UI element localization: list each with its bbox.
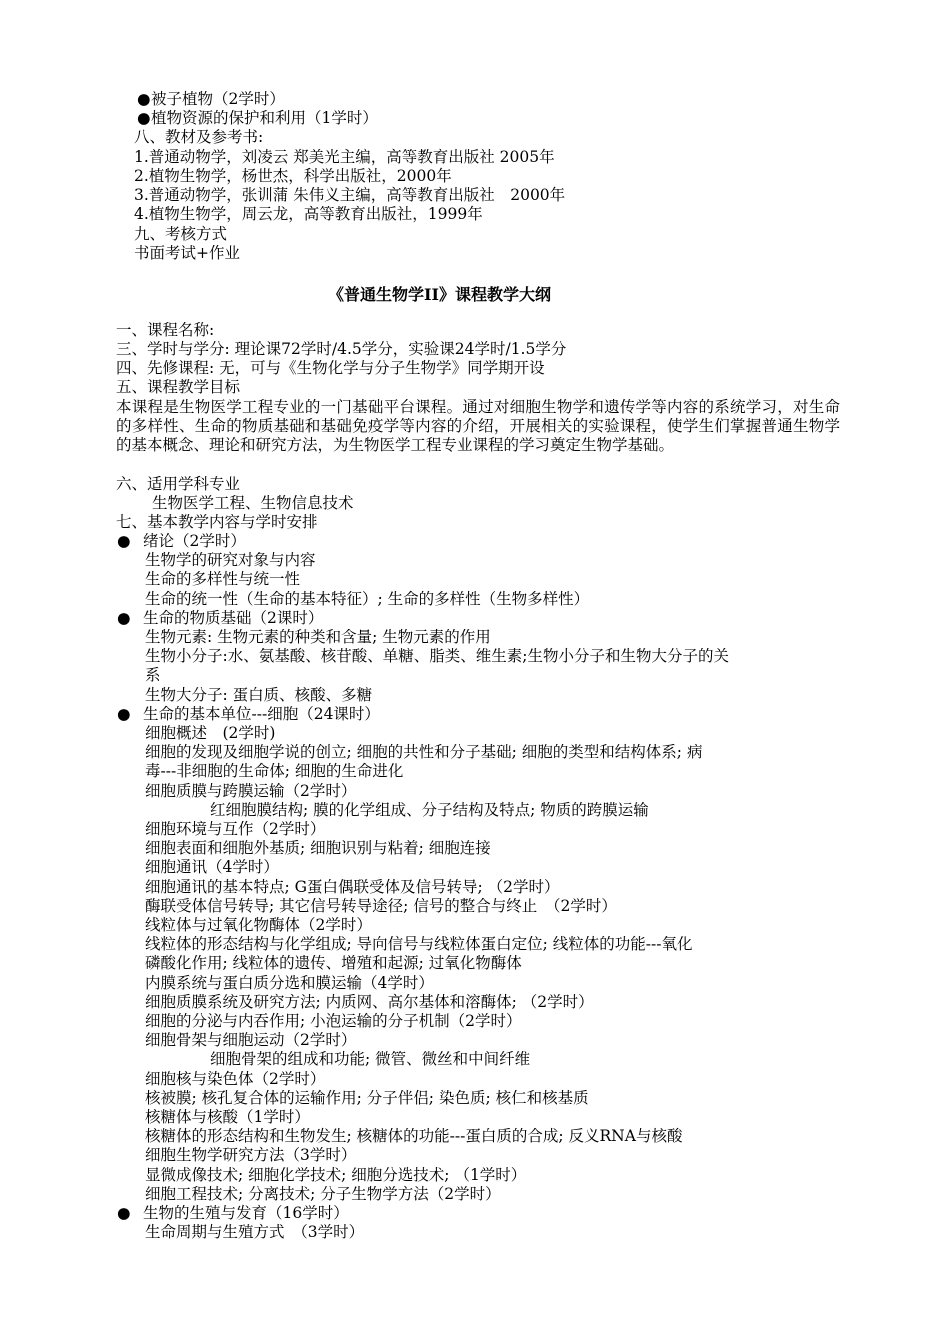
content-line: 细胞的发现及细胞学说的创立; 细胞的共性和分子基础; 细胞的类型和结构体系; 病 <box>145 743 703 761</box>
content-line: 线粒体与过氧化物酶体（2学时） <box>145 916 372 934</box>
exam-method: 书面考试+作业 <box>134 244 240 262</box>
content-line: 生物元素: 生物元素的种类和含量; 生物元素的作用 <box>145 628 491 646</box>
content-line: 红细胞膜结构; 膜的化学组成、分子结构及特点; 物质的跨膜运输 <box>210 801 649 819</box>
content-line: 生命周期与生殖方式 （3学时） <box>145 1223 365 1241</box>
content-line: 细胞的分泌与内吞作用; 小泡运输的分子机制（2学时） <box>145 1012 522 1030</box>
content-line: 毒---非细胞的生命体; 细胞的生命进化 <box>145 762 404 780</box>
bullet-icon: ● <box>117 705 131 723</box>
content-line: 磷酸化作用; 线粒体的遗传、增殖和起源; 过氧化物酶体 <box>145 954 522 972</box>
content-line: 细胞质膜与跨膜运输（2学时） <box>145 782 357 800</box>
content-line: 显微成像技术; 细胞化学技术; 细胞分选技术; （1学时） <box>145 1166 527 1184</box>
bullet-icon: ● <box>117 532 131 550</box>
course-goal-paragraph: 本课程是生物医学工程专业的一门基础平台课程。通过对细胞生物学和遗传学等内容的系统学习，对生命的多样性、生命的物质基础和基础免疫学等内容的介绍，开展相关的实验课程，使学生们掌握普通生物学的基本概念、理论和研究方法，为生物医学工程专业课程的学习奠定生物学基础。 <box>116 398 840 455</box>
bullet-icon: ● <box>117 609 131 627</box>
content-line: 细胞概述 (2学时) <box>145 724 276 742</box>
content-line: 细胞核与染色体（2学时） <box>145 1070 326 1088</box>
content-line: 细胞通讯的基本特点; G蛋白偶联受体及信号转导; （2学时） <box>145 878 560 896</box>
content-line: 细胞表面和细胞外基质; 细胞识别与粘着; 细胞连接 <box>145 839 491 857</box>
list-item: ●被子植物（2学时） <box>137 90 285 108</box>
section-heading-3: 三、学时与学分: 理论课72学时/4.5学分，实验课24学时/1.5学分 <box>116 340 567 358</box>
content-line: 细胞环境与互作（2学时） <box>145 820 326 838</box>
section-heading-9: 九、考核方式 <box>134 225 228 243</box>
bullet-icon: ● <box>137 109 151 127</box>
content-line: 线粒体的形态结构与化学组成; 导向信号与线粒体蛋白定位; 线粒体的功能---氧化 <box>145 935 693 953</box>
content-line: 生命的多样性与统一性 <box>145 570 301 588</box>
content-line: 生命的统一性（生命的基本特征）; 生命的多样性（生物多样性） <box>145 590 590 608</box>
reference-item: 3.普通动物学，张训蒲 朱伟义主编，高等教育出版社 2000年 <box>134 186 566 204</box>
content-line: 细胞骨架的组成和功能; 微管、微丝和中间纤维 <box>210 1050 531 1068</box>
reference-item: 1.普通动物学，刘凌云 郑美光主编，高等教育出版社 2005年 <box>134 148 555 166</box>
content-line: 生物小分子:水、氨基酸、核苷酸、单糖、脂类、维生素;生物小分子和生物大分子的关 <box>145 647 729 665</box>
document-page: ●被子植物（2学时） ●植物资源的保护和利用（1学时） 八、教材及参考书: 1.普通动物学，刘凌云 郑美光主编，高等教育出版社 2005年 2.植物生物学，杨世杰，科学出版社，2000年 3.普通动物学，张训蒲 朱伟义主编，高等教育出版社 2000年 4.植物生物学，周云龙，高等教育出版社，1999年 九、考核方式 书面考试+作业 《普通生物学II》课程教学大纲 一、课程名称: 三、学时与学分: 理论课72学时/4.5学分，实验课24学时/1.5学分 四、先修课程: 无，可与《生物化学与分子生物学》同学期开设 五、课程教学目标 本课程是生物医学工程专业的一门基础平台课程。通过对细胞生物学和遗传学等内容的系统学习，对生命的多样性、生命的物质基础和基础免疫学等内容的介绍，开展相关的实验课程，使学生们掌握普通生物学的基本概念、理论和研究方法，为生物医学工程专业课程的学习奠定生物学基础。 六、适用学科专业 生物医学工程、生物信息技术 七、基本教学内容与学时安排 ● 绪论（2学时） 生物学的研究对象与内容 生命的多样性与统一性 生命的统一性（生命的基本特征）; 生命的多样性（生物多样性） ● 生命的物质基础（2课时） 生物元素: 生物元素的种类和含量; 生物元素的作用 生物小分子:水、氨基酸、核苷酸、单糖、脂类、维生素;生物小分子和生物大分子的关 系 生物大分子: 蛋白质、核酸、多糖 ● 生命的基本单位---细胞（24课时） 细胞概述 (2学时) 细胞的发现及细胞学说的创立; 细胞的共性和分子基础; 细胞的类型和结构体系; 病 毒---非细胞的生命体; 细胞的生命进化 细胞质膜与跨膜运输（2学时） 红细胞膜结构; 膜的化学组成、分子结构及特点; 物质的跨膜运输 细胞环境与互作（2学时） 细胞表面和细胞外基质; 细胞识别与粘着; 细胞连接 细胞通讯（4学时） 细胞通讯的基本特点; G蛋白偶联受体及信号转导; （2学时） 酶联受体信号转导; 其它信号转导途径; 信号的整合与终止 （2学时） 线粒体与过氧化物酶体（2学时） 线粒体的形态结构与化学组成; 导向信号与线粒体蛋白定位; 线粒体的功能---氧化 磷酸化作用; 线粒体的遗传、增殖和起源; 过氧化物酶体 内膜系统与蛋白质分选和膜运输（4学时） 细胞质膜系统及研究方法; 内质网、高尔基体和溶酶体; （2学时） 细胞的分泌与内吞作用; 小泡运输的分子机制（2学时） 细胞骨架与细胞运动（2学时） 细胞骨架的组成和功能; 微管、微丝和中间纤维 细胞核与染色体（2学时） 核被膜; 核孔复合体的运输作用; 分子伴侣; 染色质; 核仁和核基质 核糖体与核酸（1学时） 核糖体的形态结构和生物发生; 核糖体的功能---蛋白质的合成; 反义RNA与核酸 细胞生物学研究方法（3学时） 显微成像技术; 细胞化学技术; 细胞分选技术; （1学时） 细胞工程技术; 分离技术; 分子生物学方法（2学时） ● 生物的生殖与发育（16学时） 生命周期与生殖方式 （3学时） <box>116 90 840 1241</box>
page-title: 《普通生物学II》课程教学大纲 <box>328 285 551 304</box>
section-heading-1: 一、课程名称: <box>116 321 215 339</box>
majors-text: 生物医学工程、生物信息技术 <box>152 494 354 512</box>
content-line: 系 <box>145 666 161 684</box>
content-line: 核糖体与核酸（1学时） <box>145 1108 310 1126</box>
reference-item: 4.植物生物学，周云龙，高等教育出版社，1999年 <box>134 205 483 223</box>
content-line: 生物学的研究对象与内容 <box>145 551 316 569</box>
section-heading-8: 八、教材及参考书: <box>134 128 264 146</box>
section-heading-5: 五、课程教学目标 <box>116 378 241 396</box>
content-line: 细胞质膜系统及研究方法; 内质网、高尔基体和溶酶体; （2学时） <box>145 993 594 1011</box>
content-line: 细胞骨架与细胞运动（2学时） <box>145 1031 357 1049</box>
content-line: 核糖体的形态结构和生物发生; 核糖体的功能---蛋白质的合成; 反义RNA与核酸 <box>145 1127 683 1145</box>
section-heading-6: 六、适用学科专业 <box>116 475 241 493</box>
content-line: 内膜系统与蛋白质分选和膜运输（4学时） <box>145 974 434 992</box>
section-heading-7: 七、基本教学内容与学时安排 <box>116 513 318 531</box>
content-line: 核被膜; 核孔复合体的运输作用; 分子伴侣; 染色质; 核仁和核基质 <box>145 1089 589 1107</box>
content-line: 生物大分子: 蛋白质、核酸、多糖 <box>145 686 373 704</box>
content-line: 酶联受体信号转导; 其它信号转导途径; 信号的整合与终止 （2学时） <box>145 897 617 915</box>
reference-item: 2.植物生物学，杨世杰，科学出版社，2000年 <box>134 167 452 185</box>
content-line: 细胞生物学研究方法（3学时） <box>145 1146 357 1164</box>
content-line: 细胞通讯（4学时） <box>145 858 279 876</box>
list-item: ●植物资源的保护和利用（1学时） <box>137 109 378 127</box>
bullet-icon: ● <box>117 1204 131 1222</box>
content-line: 细胞工程技术; 分离技术; 分子生物学方法（2学时） <box>145 1185 501 1203</box>
section-heading-4: 四、先修课程: 无，可与《生物化学与分子生物学》同学期开设 <box>116 359 545 377</box>
bullet-icon: ● <box>137 90 151 108</box>
